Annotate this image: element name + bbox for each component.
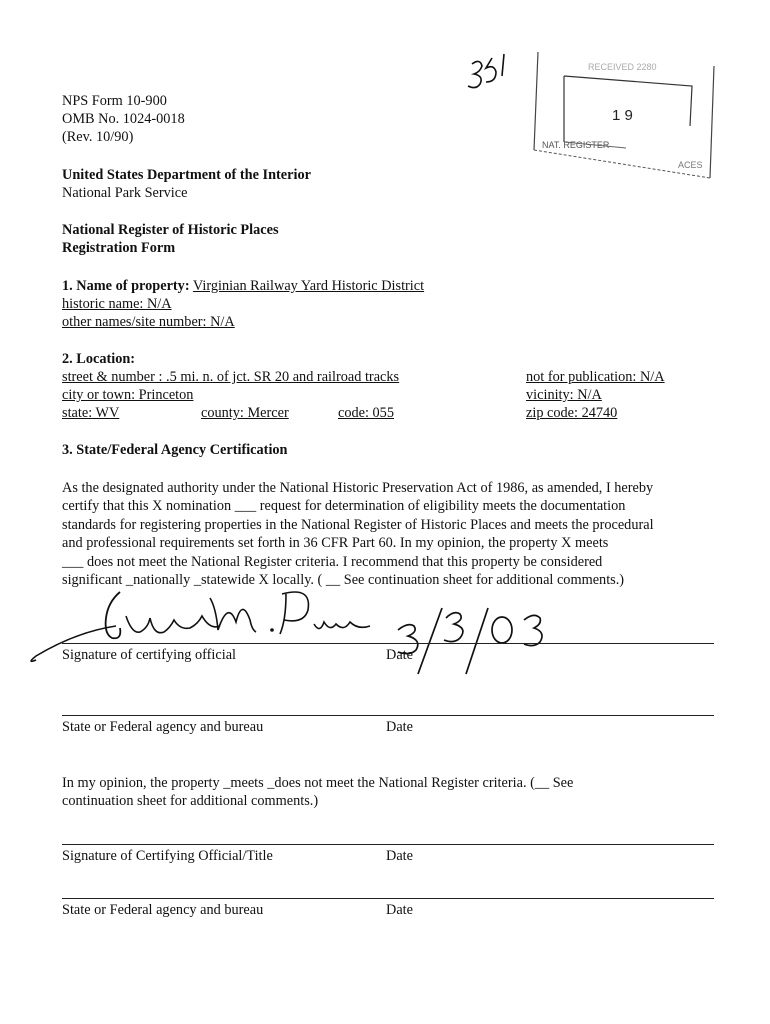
certification-line: and professional requirements set forth in 36 CFR Part 60. In my opinion, the property X meets	[62, 535, 609, 552]
received-stamp	[528, 46, 718, 184]
second-agency-label: State or Federal agency and bureau	[62, 902, 264, 918]
city-town: city or town: Princeton	[62, 387, 194, 403]
second-agency-line	[62, 898, 714, 899]
agency-label: State or Federal agency and bureau	[62, 719, 264, 735]
form-number: NPS Form 10-900	[62, 93, 167, 109]
opinion-line: In my opinion, the property _meets _does not meet the National Register criteria. (__ See	[62, 775, 574, 791]
department-name: United States Department of the Interior	[62, 167, 311, 183]
stamp-bottom-right: ACES	[678, 160, 703, 170]
revision: (Rev. 10/90)	[62, 129, 134, 145]
street-number: street & number : .5 mi. n. of jct. SR 20 and railroad tracks	[62, 369, 400, 385]
register-title: National Register of Historic Places	[62, 222, 279, 238]
not-for-publication: not for publication: N/A	[526, 369, 665, 385]
signature-line	[62, 643, 714, 644]
stamp-top-text: RECEIVED 2280	[588, 62, 657, 72]
form-title: Registration Form	[62, 240, 176, 256]
agency-line	[62, 715, 714, 716]
certification-paragraph	[62, 479, 712, 589]
handwritten-date	[392, 604, 552, 684]
certification-line: significant _nationally _statewide X locally. ( __ See continuation sheet for additional comments.)	[62, 572, 625, 589]
property-name: Virginian Railway Yard Historic District	[192, 278, 425, 294]
official-signature-line	[62, 844, 714, 845]
second-agency-date-label: Date	[386, 902, 413, 918]
service-name: National Park Service	[62, 185, 188, 201]
date-label: Date	[386, 647, 413, 663]
certification-line: standards for registering properties in the National Register of Historic Places and meets the procedural	[62, 516, 654, 533]
agency-date-label: Date	[386, 719, 413, 735]
section-2-label: 2. Location:	[62, 351, 136, 367]
signature-label: Signature of certifying official	[62, 647, 237, 663]
certification-line: ___ does not meet the National Register criteria. I recommend that this property be considered	[62, 553, 603, 570]
certification-line: As the designated authority under the National Historic Preservation Act of 1986, as amended, I hereby	[62, 480, 654, 496]
stamp-bottom-left: NAT. REGISTER	[542, 140, 610, 150]
opinion-paragraph	[62, 774, 712, 811]
omb-number: OMB No. 1024-0018	[62, 111, 185, 127]
vicinity-field: vicinity: N/A	[526, 387, 602, 403]
section-1	[62, 277, 424, 295]
section-3-label: 3. State/Federal Agency Certification	[62, 442, 288, 458]
official-date-label: Date	[386, 848, 413, 864]
stamp-number: 1 9	[612, 107, 633, 124]
code-field: code: 055	[338, 405, 394, 421]
handwritten-page-number	[466, 52, 516, 92]
opinion-line: continuation sheet for additional comments.)	[62, 793, 319, 810]
certification-line: certify that this X nomination ___ request for determination of eligibility meets the documentation	[62, 498, 626, 515]
section-1-label: 1. Name of property:	[62, 278, 190, 294]
other-names: other names/site number: N/A	[62, 314, 235, 330]
historic-name: historic name: N/A	[62, 296, 172, 312]
zip-code: zip code: 24740	[526, 405, 618, 421]
official-signature-label: Signature of Certifying Official/Title	[62, 848, 273, 864]
county-field: county: Mercer	[201, 405, 289, 421]
state-field: state: WV	[62, 405, 120, 421]
